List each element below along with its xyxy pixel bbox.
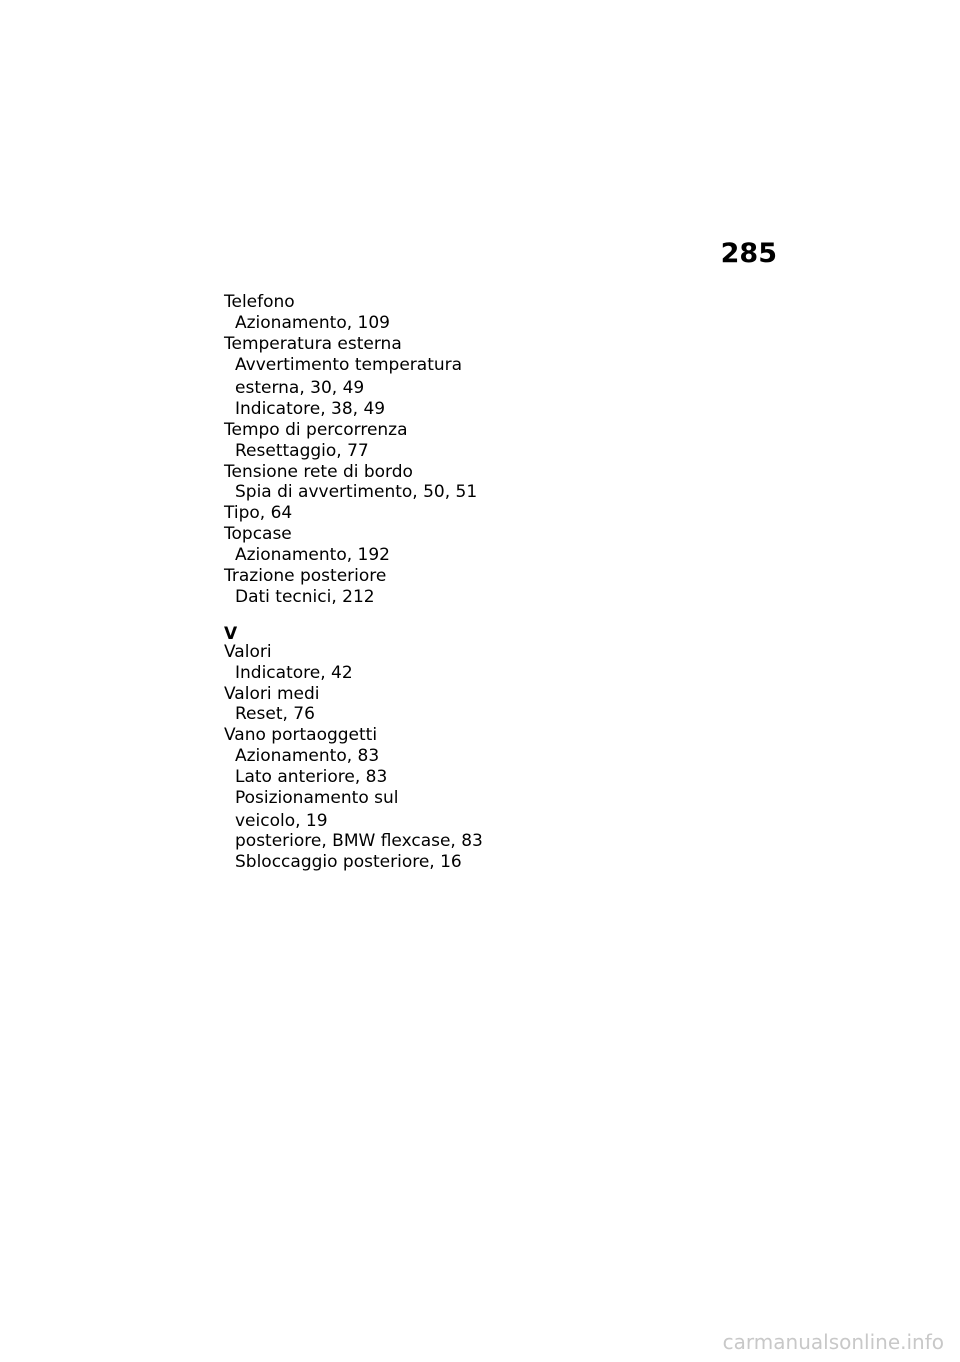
index-entry: Tensione rete di bordo bbox=[224, 462, 413, 482]
section-letter: V bbox=[224, 624, 238, 644]
index-subentry: Indicatore, 42 bbox=[235, 663, 353, 683]
index-entry: Temperatura esterna bbox=[224, 334, 402, 354]
index-subentry: veicolo, 19 bbox=[235, 811, 328, 831]
index-subentry: Azionamento, 83 bbox=[235, 746, 380, 766]
index-subentry: Indicatore, 38, 49 bbox=[235, 399, 386, 419]
watermark-footer: carmanualsonline.info bbox=[722, 1330, 944, 1354]
index-entry: Tempo di percorrenza bbox=[224, 420, 408, 440]
index-entry: Topcase bbox=[224, 524, 292, 544]
index-subentry: Azionamento, 109 bbox=[235, 313, 390, 333]
index-subentry: Spia di avvertimento, 50, 51 bbox=[235, 482, 478, 502]
index-entry: Vano portaoggetti bbox=[224, 725, 378, 745]
index-subentry: Avvertimento temperatura bbox=[235, 355, 463, 375]
index-subentry: esterna, 30, 49 bbox=[235, 378, 365, 398]
index-subentry: Sbloccaggio posteriore, 16 bbox=[235, 852, 462, 872]
index-entry: Valori medi bbox=[224, 684, 320, 704]
index-subentry: Azionamento, 192 bbox=[235, 545, 390, 565]
index-list bbox=[224, 292, 483, 872]
index-subentry: Reset, 76 bbox=[235, 704, 315, 724]
index-subentry: Lato anteriore, 83 bbox=[235, 767, 388, 787]
index-subentry: Resettaggio, 77 bbox=[235, 441, 369, 461]
index-entry: Tipo, 64 bbox=[224, 503, 293, 523]
index-entry: Valori bbox=[224, 642, 272, 662]
index-entry: Trazione posteriore bbox=[224, 566, 387, 586]
index-subentry: Dati tecnici, 212 bbox=[235, 587, 375, 607]
index-entry: Telefono bbox=[224, 292, 295, 312]
index-subentry: posteriore, BMW flexcase, 83 bbox=[235, 831, 483, 851]
index-subentry: Posizionamento sul bbox=[235, 788, 399, 808]
page-number: 285 bbox=[720, 238, 777, 269]
